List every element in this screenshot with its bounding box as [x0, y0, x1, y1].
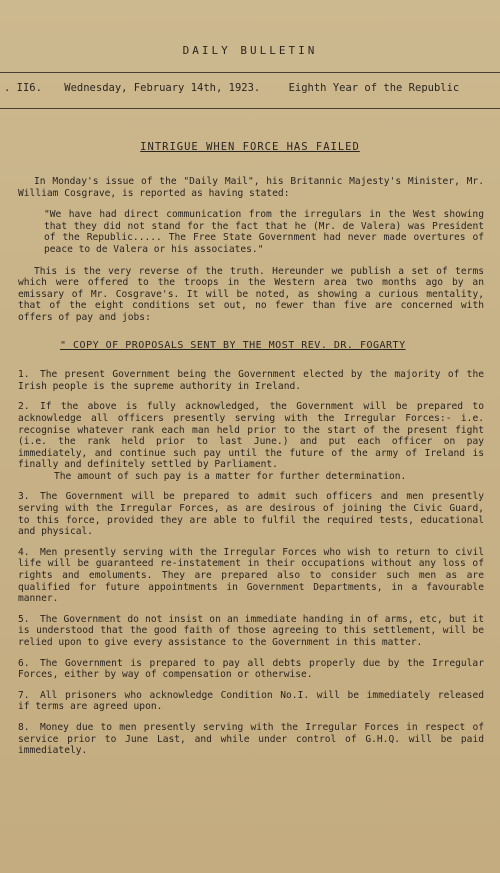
- proposal-number: 4.: [18, 546, 30, 558]
- proposal-item: [18, 690, 484, 713]
- proposal-text: If the above is fully acknowledged, the Government will be prepared to acknowledge all officers presently serving with the Irregular Forces:- i.e. recognise whatever rank each man held prior to the start of the present fight (i.e. the rank held prior to last June.) and put each officer on pay immediately, and continue such pay until the future of the army of Ireland is finally and definitely settled by Parliament.: [18, 401, 484, 471]
- dateline: [4, 82, 496, 94]
- proposal-number: 1.: [18, 369, 30, 381]
- article-body: [18, 176, 484, 766]
- proposal-item: [18, 547, 484, 605]
- proposal-subtext: The amount of such pay is a matter for further determination.: [54, 470, 407, 482]
- intro-paragraph: In Monday's issue of the "Daily Mail", his Britannic Majesty's Minister, Mr. William Cosgrave, is reported as having stated:: [18, 176, 484, 199]
- proposal-text: All prisoners who acknowledge Condition No.I. will be immediately released if terms are agreed upon.: [18, 689, 484, 713]
- proposal-number: 6.: [18, 657, 30, 669]
- proposal-item: [18, 369, 484, 392]
- subheading-text: " COPY OF PROPOSALS SENT BY THE MOST REV. DR. FOGARTY: [60, 339, 406, 351]
- republic-year: Eighth Year of the Republic: [288, 82, 460, 94]
- proposal-number: 7.: [18, 689, 30, 701]
- article-headline: [0, 141, 500, 153]
- proposal-item: [18, 491, 484, 537]
- proposal-text: Money due to men presently serving with the Irregular Forces in respect of service prior to June Last, and while under control of G.H.Q. will be paid immediately.: [18, 721, 484, 757]
- proposals-list: [18, 369, 484, 757]
- proposal-text: The Government will be prepared to admit such officers and men presently serving with the Irregular Forces, as are desirous of joining the Civic Guard, to this force, provided they are able to fulfil the required tests, educational and physical.: [18, 491, 484, 538]
- proposal-item: [18, 401, 484, 482]
- issue-date: Wednesday, February 14th, 1923.: [64, 82, 261, 94]
- proposals-subheading: [60, 340, 484, 352]
- proposal-number: 3.: [18, 491, 30, 503]
- proposal-text: The present Government being the Government elected by the majority of the Irish people is the supreme authority in Ireland.: [18, 369, 484, 392]
- proposal-item: [18, 614, 484, 649]
- header-rule-bottom: [0, 108, 500, 109]
- cosgrave-quote: "We have had direct communication from the irregulars in the West showing that they did not stand for the fact that he (Mr. de Valera) was President of the Republic..... The Free State Government had never made overtures of peace to de Valera or his associates.": [44, 209, 484, 255]
- proposal-number: 5.: [18, 613, 30, 625]
- bulletin-title: DAILY BULLETIN: [182, 44, 318, 57]
- header-rule-top: [0, 72, 500, 73]
- proposal-item: [18, 722, 484, 757]
- proposal-text: The Government do not insist on an immediate handing in of arms, etc, but it is understood that the good faith of those agreeing to this settlement, will be relied upon to give every assistance to the Government in this matter.: [18, 613, 484, 648]
- proposal-item: [18, 658, 484, 681]
- proposal-number: 2.: [18, 401, 30, 413]
- proposal-text: The Government is prepared to pay all debts properly due by the Irregular Forces, either by way of compensation or otherwise.: [18, 657, 484, 681]
- headline-text: INTRIGUE WHEN FORCE HAS FAILED: [140, 141, 360, 153]
- reply-paragraph: This is the very reverse of the truth. Hereunder we publish a set of terms which were offered to the troops in the Western area two months ago by an emissary of Mr. Cosgrave's. It will be noted, as showing a curious mentality, that of the eight conditions set out, no fewer than five are concerned with offers of pay and jobs:: [18, 265, 484, 323]
- proposal-number: 8.: [18, 721, 30, 733]
- proposal-text: Men presently serving with the Irregular Forces who wish to return to civil life will be guaranteed re-instatement in their occupations without any loss of rights and emoluments. They are prepared also to consider such men as are qualified for future appointments in Government Departments, in a favourable manner.: [18, 546, 484, 605]
- issue-number: . II6.: [4, 82, 42, 94]
